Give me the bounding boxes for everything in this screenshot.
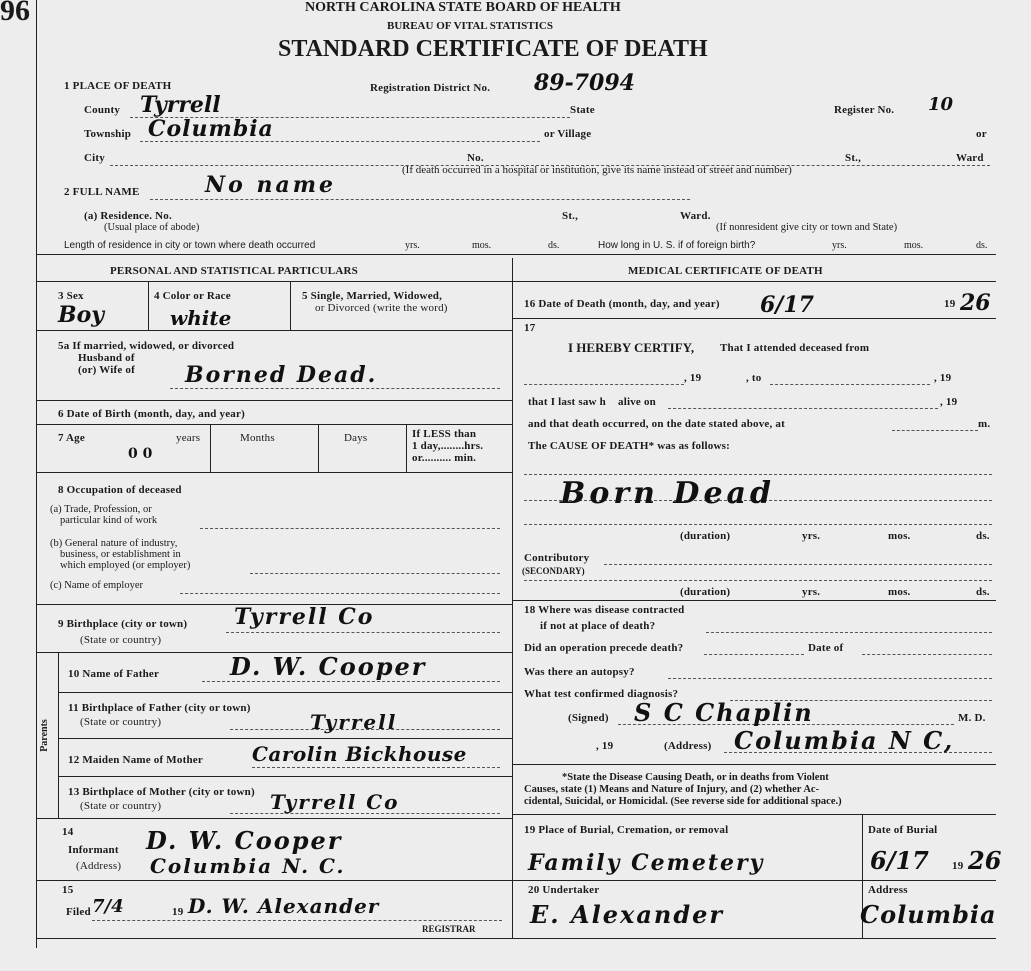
age-row-line (36, 472, 512, 473)
occ-a2: particular kind of work (60, 515, 158, 526)
md-label: M. D. (958, 712, 986, 724)
personal-header: PERSONAL AND STATISTICAL PARTICULARS (110, 265, 358, 277)
age-label: 7 Age (58, 432, 85, 444)
alive-19: , 19 (940, 396, 958, 408)
city-ward-label: Ward (956, 152, 984, 164)
certify-rest: That I attended deceased from (720, 342, 870, 354)
sex-value: Boy (58, 302, 105, 328)
occupation-label: 8 Occupation of deceased (58, 484, 182, 496)
informant-sub: (Address) (76, 860, 122, 872)
occ-c: (c) Name of employer (50, 580, 143, 591)
burial-year: 26 (968, 846, 1002, 875)
death-date-value: 6/17 (760, 292, 814, 318)
duration-label-2: (duration) (680, 586, 731, 598)
disease-label2: if not at place of death? (540, 620, 656, 632)
last-saw-label: that I last saw h (528, 396, 606, 408)
filed-date: 7/4 (92, 896, 124, 917)
filed-year: 19 (172, 906, 184, 918)
burial-row-line (512, 880, 996, 881)
less-label3: or.......... min. (412, 452, 477, 464)
spouse-label2: Husband of (78, 352, 135, 364)
spouse-line (170, 388, 500, 389)
to-label: , to (746, 372, 762, 384)
occ-b2: business, or establishment in (60, 549, 181, 560)
mother-line (252, 767, 500, 768)
page-title: STANDARD CERTIFICATE OF DEATH (278, 36, 708, 62)
village-label: or Village (544, 128, 592, 140)
parents-bottom-line (36, 818, 512, 819)
address-row-line (512, 764, 996, 765)
divider-bottom (36, 938, 996, 939)
note-row-line (512, 814, 996, 815)
disease-label1: 18 Where was disease contracted (524, 604, 685, 616)
undertaker-address-label: Address (868, 884, 908, 896)
from-19: , 19 (684, 372, 702, 384)
duration-label-1: (duration) (680, 530, 731, 542)
city-label: City (84, 152, 105, 164)
foreign-mos: mos. (904, 240, 924, 251)
age-months-label: Months (240, 432, 275, 444)
operation-line (704, 654, 804, 655)
county-label: County (84, 104, 121, 116)
mother-bp-label: 13 Birthplace of Mother (city or town) (68, 786, 255, 798)
mother-row-line (58, 776, 512, 777)
sex-label: 3 Sex (58, 290, 84, 302)
item17-label: 17 (524, 322, 536, 334)
county-value: Tyrrell (140, 92, 221, 118)
usual-abode-label: (Usual place of abode) (104, 222, 200, 233)
spouse-row-line (36, 400, 512, 401)
ds-label-2: ds. (976, 586, 990, 598)
burial-date-label: Date of Burial (868, 824, 938, 836)
autopsy-label: Was there an autopsy? (524, 666, 635, 678)
death-year-prefix: 19 (944, 298, 956, 310)
cause-line1 (524, 474, 992, 475)
hospital-note: (If death occurred in a hospital or institution, give its name instead of street and number) (402, 164, 792, 176)
address-label: (Address) (664, 740, 712, 752)
date-of-label: Date of (808, 642, 844, 654)
filed-num: 15 (62, 884, 74, 896)
death-date-label: 16 Date of Death (month, day, and year) (524, 298, 720, 310)
sig-19: , 19 (596, 740, 614, 752)
informant-address: Columbia N. C. (150, 854, 346, 878)
yrs-label-1: yrs. (802, 530, 821, 542)
age-divider1 (210, 424, 211, 472)
signed-label: (Signed) (568, 712, 609, 724)
undertaker-value: E. Alexander (530, 900, 725, 929)
test-label: What test confirmed diagnosis? (524, 688, 679, 700)
length-residence-label: Length of residence in city or town where death occurred (64, 240, 316, 251)
father-value: D. W. Cooper (230, 652, 427, 681)
contrib-line (604, 564, 992, 565)
state-label: State (570, 104, 595, 116)
to-line (770, 384, 930, 385)
burial-date: 6/17 (870, 846, 929, 875)
occurred-label: and that death occurred, on the date stated above, at (528, 418, 785, 430)
sex-row-line (36, 330, 512, 331)
full-name-line (150, 199, 690, 200)
filed-registrar: D. W. Alexander (188, 894, 380, 918)
spouse-label3: (or) Wife of (78, 364, 135, 376)
parents-label: Parents (38, 719, 50, 752)
contributory-label: Contributory (524, 552, 590, 564)
city-no-label: No. (467, 152, 484, 164)
alive-on-label: alive on (618, 396, 656, 408)
residence-st-label: St., (562, 210, 579, 222)
death-date-row-line (512, 318, 996, 319)
mother-bp-value: Tyrrell Co (270, 790, 400, 814)
cause-value: Born Dead (560, 476, 775, 511)
length-yrs: yrs. (405, 240, 420, 251)
bureau-title: BUREAU OF VITAL STATISTICS (387, 20, 553, 32)
age-divider2 (318, 424, 319, 472)
foreign-label: How long in U. S. if of foreign birth? (598, 240, 756, 251)
father-bp-value: Tyrrell (310, 710, 398, 734)
informant-num: 14 (62, 826, 74, 838)
duration-row-line (512, 600, 996, 601)
age-divider3 (406, 424, 407, 472)
father-bp-sub: (State or country) (80, 716, 162, 728)
filed-line (92, 920, 502, 921)
filed-label: Filed (66, 906, 91, 918)
occ-c-line (180, 593, 500, 594)
autopsy-line (668, 678, 992, 679)
divider-top (36, 254, 996, 255)
township-value: Columbia (148, 116, 274, 142)
reg-district-label: Registration District No. (370, 82, 491, 94)
burial-value: Family Cemetery (528, 850, 765, 876)
address-value: Columbia N C, (734, 726, 955, 755)
informant-row-line (36, 880, 512, 881)
length-mos: mos. (472, 240, 492, 251)
mother-bp-sub: (State or country) (80, 800, 162, 812)
from-line (524, 384, 684, 385)
center-divider (512, 258, 513, 938)
length-ds: ds. (548, 240, 560, 251)
foreign-ds: ds. (976, 240, 988, 251)
medical-header: MEDICAL CERTIFICATE OF DEATH (628, 265, 823, 277)
parents-divider (58, 652, 59, 818)
signed-value: S C Chaplin (634, 698, 814, 727)
note-line1: *State the Disease Causing Death, or in deaths from Violent (562, 772, 829, 783)
informant-value: D. W. Cooper (146, 826, 343, 855)
father-bp-row-line (58, 738, 512, 739)
date-of-line (862, 654, 992, 655)
mos-label-1: mos. (888, 530, 911, 542)
birthplace-value: Tyrrell Co (234, 604, 375, 630)
occ-a1: (a) Trade, Profession, or (50, 504, 152, 515)
occurred-line (892, 430, 978, 431)
occ-b3: which employed (or employer) (60, 560, 191, 571)
color-divider (290, 282, 291, 330)
birthplace-sub: (State or country) (80, 634, 162, 646)
township-label: Township (84, 128, 132, 140)
spouse-label1: 5a If married, widowed, or divorced (58, 340, 235, 352)
father-label: 10 Name of Father (68, 668, 160, 680)
marital-label: 5 Single, Married, Widowed, (302, 290, 443, 302)
residence-ward-label: Ward. (680, 210, 711, 222)
age-value: 0 0 (128, 446, 153, 462)
left-border (36, 0, 37, 948)
occ-b-line (250, 573, 500, 574)
undertaker-label: 20 Undertaker (528, 884, 600, 896)
residence-label: (a) Residence. No. (84, 210, 172, 222)
board-title: NORTH CAROLINA STATE BOARD OF HEALTH (305, 0, 621, 15)
cause-line3 (524, 524, 992, 525)
father-bp-label: 11 Birthplace of Father (city or town) (68, 702, 251, 714)
to-19: , 19 (934, 372, 952, 384)
personal-header-line (36, 281, 512, 282)
cause-label: The CAUSE OF DEATH* was as follows: (528, 440, 730, 452)
burial-label: 19 Place of Burial, Cremation, or removal (524, 824, 729, 836)
less-label2: 1 day,........hrs. (412, 440, 484, 452)
age-days-label: Days (344, 432, 368, 444)
city-st-label: St., (845, 152, 862, 164)
occ-a-line (200, 528, 500, 529)
father-row-line (58, 692, 512, 693)
nonresident-note: (If nonresident give city or town and State) (716, 222, 898, 233)
certify-label: I HEREBY CERTIFY, (568, 340, 695, 355)
secondary-label: (SECONDARY) (522, 566, 585, 576)
corner-number: 96 (0, 0, 30, 27)
birthplace-label: 9 Birthplace (city or town) (58, 618, 188, 630)
burial-year-prefix: 19 (952, 860, 964, 872)
full-name-value: No name (205, 172, 336, 198)
sex-divider (148, 282, 149, 330)
registrar-label: REGISTRAR (422, 924, 476, 934)
death-year: 26 (960, 290, 991, 316)
yrs-label-2: yrs. (802, 586, 821, 598)
full-name-label: 2 FULL NAME (64, 186, 140, 198)
place-section-label: 1 PLACE OF DEATH (64, 80, 172, 92)
color-label: 4 Color or Race (154, 290, 231, 302)
foreign-yrs: yrs. (832, 240, 847, 251)
marital-label2: or Divorced (write the word) (315, 302, 448, 314)
informant-label: Informant (68, 844, 119, 856)
less-label1: If LESS than (412, 428, 477, 440)
operation-label: Did an operation precede death? (524, 642, 684, 654)
contrib-line2 (524, 580, 992, 581)
color-value: white (170, 306, 232, 330)
ds-label-1: ds. (976, 530, 990, 542)
birthplace-line (226, 632, 500, 633)
occ-b1: (b) General nature of industry, (50, 538, 178, 549)
medical-header-line (512, 281, 996, 282)
note-line2: Causes, state (1) Means and Nature of Injury, and (2) whether Ac- (524, 784, 820, 795)
or-label: or (976, 128, 987, 140)
father-line (202, 681, 500, 682)
dob-label: 6 Date of Birth (month, day, and year) (58, 408, 245, 420)
reg-district-value: 89-7094 (534, 70, 635, 96)
mother-value: Carolin Bickhouse (252, 742, 467, 766)
register-label: Register No. (834, 104, 895, 116)
register-value: 10 (928, 94, 954, 115)
mother-label: 12 Maiden Name of Mother (68, 754, 203, 766)
alive-line (668, 408, 938, 409)
mos-label-2: mos. (888, 586, 911, 598)
age-years-label: years (176, 432, 201, 444)
note-line3: cidental, Suicidal, or Homicidal. (See reverse side for additional space.) (524, 796, 842, 807)
spouse-value: Borned Dead. (185, 362, 378, 388)
m-label: m. (978, 418, 991, 430)
disease-line (706, 632, 992, 633)
dob-row-line (36, 424, 512, 425)
undertaker-address-value: Columbia (860, 900, 997, 929)
